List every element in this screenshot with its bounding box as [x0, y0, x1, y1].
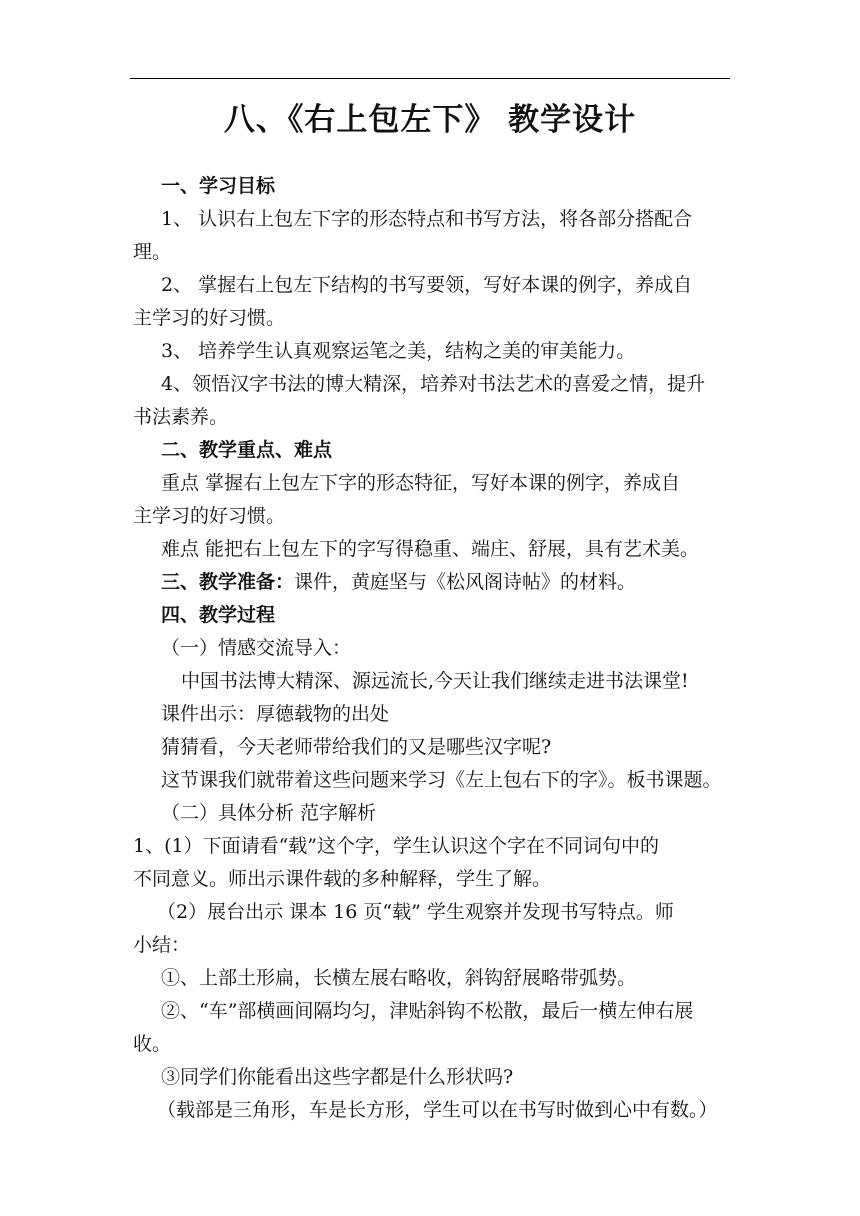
paragraph-line: 主学习的好习惯。 — [133, 505, 286, 527]
paragraph-line: ③同学们你能看出这些字都是什么形状吗? — [161, 1066, 514, 1088]
paragraph-line: 中国书法博大精深、源远流长,今天让我们继续走进书法课堂! — [181, 670, 689, 692]
preparation-text: 课件，黄庭坚与《松风阁诗帖》的材料。 — [294, 571, 637, 593]
paragraph-line: ①、上部土形扁，长横左展右略收，斜钩舒展略带弧势。 — [161, 967, 637, 989]
preparation-line — [133, 566, 730, 599]
paragraph-line: 猜猜看，今天老师带给我们的又是哪些汉字呢? — [161, 736, 552, 758]
paragraph-line: 主学习的好习惯。 — [133, 307, 286, 329]
document-body — [133, 170, 730, 1127]
section-heading: 四、教学过程 — [161, 604, 276, 626]
header-rule — [130, 78, 730, 79]
section-heading: 二、教学重点、难点 — [161, 439, 333, 461]
section-heading: 三、教学准备： — [161, 571, 295, 593]
paragraph-line: （二）具体分析 范字解析 — [161, 802, 377, 824]
page-title: 八、《右上包左下》 教学设计 — [223, 102, 637, 138]
paragraph-line: ②、“车”部横画间隔均匀，津贴斜钩不松散，最后一横左伸右展 — [161, 1000, 694, 1022]
paragraph-line: 小结： — [133, 934, 191, 956]
paragraph-line: （2）展台出示 课本 16 页“载” 学生观察并发现书写特点。师 — [157, 901, 674, 923]
paragraph-line: 1、 认识右上包左下字的形态特点和书写方法，将各部分搭配合 — [161, 208, 693, 230]
paragraph-line: （一）情感交流导入： — [161, 637, 352, 659]
paragraph-line: 1、(1）下面请看“载”这个字，学生认识这个字在不同词句中的 — [133, 835, 660, 857]
paragraph-line: 课件出示：厚德载物的出处 — [161, 703, 390, 725]
paragraph-line: 难点 能把右上包左下的字写得稳重、端庄、舒展，具有艺术美。 — [161, 538, 700, 560]
paragraph-line: 2、 掌握右上包左下结构的书写要领，写好本课的例字，养成自 — [161, 274, 693, 296]
paragraph-line: 收。 — [133, 1033, 172, 1055]
paragraph-line: （载部是三角形，车是长方形，学生可以在书写时做到心中有数。） — [157, 1099, 718, 1121]
paragraph-line: 重点 掌握右上包左下字的形态特征，写好本课的例字，养成自 — [161, 472, 681, 494]
paragraph-line: 书法素养。 — [133, 406, 229, 428]
paragraph-line: 理。 — [133, 241, 172, 263]
paragraph-line: 这节课我们就带着这些问题来学习《左上包右下的字》。板书课题。 — [161, 769, 722, 791]
paragraph-line: 3、 培养学生认真观察运笔之美，结构之美的审美能力。 — [161, 340, 636, 362]
paragraph-line: 4、领悟汉字书法的博大精深，培养对书法艺术的喜爱之情，提升 — [161, 373, 706, 395]
section-heading: 一、学习目标 — [161, 175, 276, 197]
paragraph-line: 不同意义。师出示课件载的多种解释，学生了解。 — [133, 868, 552, 890]
